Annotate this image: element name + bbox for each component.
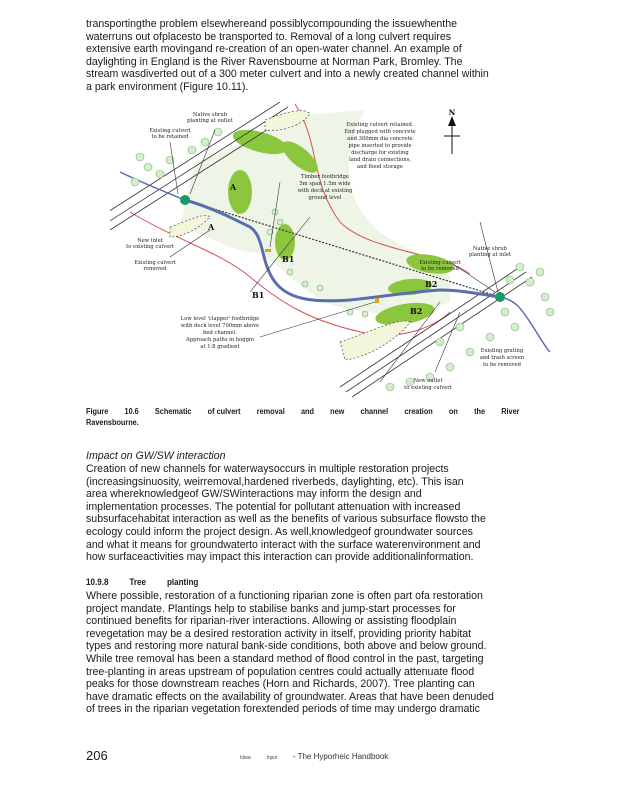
north-label: N [448,108,456,117]
text-line: a park environment (Figure 10.11). [86,80,249,93]
text-line: While tree removal has been a standard method of flood control in the past, targeting [86,652,484,665]
clapper-footbridge-marker [375,298,379,303]
svg-text:and flood storage: and flood storage [357,164,403,170]
svg-text:removed: removed [143,266,167,272]
label-native-shrub-outlet [187,112,234,124]
label-culvert-removed [134,260,176,272]
section-marker-b1: B1 [282,254,295,264]
svg-text:New inlet: New inlet [137,238,163,244]
caption-word: on [448,406,458,416]
text-line: subsurfacehabitat interaction as well as the benefits of various subsurface flowsto the [86,513,486,526]
svg-text:to existing culvert: to existing culvert [126,244,174,250]
page-number: 206 [86,748,108,763]
svg-text:Native shrub: Native shrub [192,112,228,118]
subheading-gwsw: Impact on GW/SW interaction [86,450,226,462]
text-line: stream wasdiverted out of a 300 meter culvert and into a newly created channel within [86,68,489,81]
svg-text:at 1:8 gradient: at 1:8 gradient [200,344,240,350]
tree-planting-paragraph [86,590,536,716]
svg-text:Approach paths in hoggin: Approach paths in hoggin [186,337,254,343]
svg-text:land drain connections,: land drain connections, [349,157,411,163]
book-title: - The Hyporheic Handbook [292,752,389,761]
svg-text:to be removed: to be removed [483,362,521,368]
text-line: Where possible, restoration of a functioning riparian zone is often part ofa restoration [86,590,483,602]
text-line: transportingthe problem elsewhereand possiblycompounding the issuewhenthe [86,18,458,30]
label-culvert-end-plugged [344,122,415,170]
svg-text:and trash screen: and trash screen [479,355,525,361]
text-line: daylighting in England is the River Ravensbourne at Norman Park, Bromley. The [86,55,463,68]
svg-text:Existing culvert: Existing culvert [149,128,191,134]
inlet-culvert-marker [495,292,505,302]
svg-text:New outlet: New outlet [413,378,443,384]
north-arrow-icon [444,108,460,154]
svg-text:with deck level 700mm above: with deck level 700mm above [180,323,260,329]
section-title-word: Tree [129,577,147,588]
caption-word: 10.6 [124,406,139,416]
caption-word: new [330,406,345,416]
text-line: project mandate. Plantings help to stabilise banks and jump-start processes for [86,602,456,615]
shrub-planting-area [340,321,410,360]
svg-text:Existing grating: Existing grating [480,348,524,354]
svg-text:to existing culvert: to existing culvert [404,385,452,391]
svg-text:Native shrub: Native shrub [472,246,508,252]
caption-word: Figure [86,406,109,416]
label-clapper-footbridge [181,316,259,350]
svg-text:to be retained: to be retained [151,134,189,140]
intro-paragraph [86,18,536,94]
section-marker-b2: B2 [425,279,438,289]
text-line: (increasingsinuosity, weirremoval,hardened riverbeds, daylighting, etc). This isan [86,475,464,488]
text-line: extensive earth movingand re-creation of an open-water channel. An example of [86,43,462,56]
caption-word: creation [404,406,433,416]
caption-word: River [501,406,520,416]
text-line: waterruns out ofplacesto be transported to. Removal of a long culvert requires [86,30,452,43]
text-line: revegetation may be a desired restoration activity in itself, providing priority habitat [86,627,472,640]
river-downstream [500,297,550,352]
timber-footbridge-marker [265,249,271,252]
caption-line-2: Ravensbourne. [86,417,139,427]
label-culvert-retained [149,128,191,140]
caption-word: and [300,406,314,416]
footer-tiny-word: Input [266,755,277,761]
footer-tiny-word: Ideas [240,755,251,761]
label-culvert-to-remove [419,260,461,272]
svg-text:Low level 'clapper' footbridge: Low level 'clapper' footbridge [180,316,260,322]
svg-text:Existing culvert: Existing culvert [419,260,461,266]
svg-text:pipe inserted to provide: pipe inserted to provide [348,143,412,149]
svg-text:Existing culvert retained.: Existing culvert retained. [346,122,414,128]
caption-word: of culvert [207,406,241,416]
svg-text:discharge for existing: discharge for existing [351,150,409,156]
section-heading [86,577,217,588]
text-line: continued benefits for riparian-river interactions. Allowing or assisting floodplain [86,615,457,628]
caption-word: Schematic [154,406,192,416]
svg-text:bed channel.: bed channel. [203,330,237,336]
svg-text:to be removed: to be removed [421,266,459,272]
gwsw-paragraph [86,463,536,564]
caption-word: the [474,406,486,416]
text-line: and what it means for groundwaterto interact with the surface waterenvironment and [86,538,481,551]
green-patch [228,170,252,214]
label-native-shrub-inlet [469,246,512,258]
text-line: area whereknowledgeof GW/SWinteractions may inform the design and [86,488,422,501]
text-line: implementation processes. The potential for pollutant attenuation with increased [86,500,461,513]
caption-word: channel [360,406,389,416]
svg-text:Timber footbridge: Timber footbridge [301,174,349,180]
svg-text:5m span 1.5m wide: 5m span 1.5m wide [299,181,351,187]
svg-text:planting at outlet: planting at outlet [187,118,233,124]
svg-text:planting at inlet: planting at inlet [468,252,512,258]
caption-word: removal [256,406,285,416]
section-marker-b1: B1 [252,290,265,300]
section-marker-a: A [230,182,237,192]
svg-text:ground level: ground level [308,195,342,201]
label-new-inlet [126,238,175,250]
text-line: of trees in the riparian vegetation forextended periods of time may undergo dramatic [86,703,480,716]
text-line: peaks for those downstream reaches (Horn and Richards, 2007). Tree planting can [86,678,475,691]
culvert-removal-schematic [110,102,560,402]
text-line: Creation of new channels for waterwaysoccurs in multiple restoration projects [86,463,449,475]
text-line: ecology could inform the project design. As well,knowledgeof groundwater sources [86,525,473,538]
section-marker-b2: B2 [410,306,423,316]
running-footer [240,752,388,761]
section-title-word: planting [166,577,199,588]
text-line: tree-planting in areas upstream of population centres could actually attenuate flood [86,665,475,678]
svg-text:Existing culvert: Existing culvert [134,260,176,266]
svg-text:and 300mm dia concrete: and 300mm dia concrete [347,136,413,142]
label-grating-removed [480,348,525,368]
section-marker-a: A [208,222,215,232]
section-number: 10.9.8 [86,577,109,588]
text-line: how surfaceactivities may impact this interaction can provide additionalinformation. [86,551,474,564]
text-line: have dramatic effects on the availability of groundwater. Areas that have been denuded [86,690,494,703]
svg-text:with deck at existing: with deck at existing [297,188,353,194]
outlet-culvert-marker [180,195,190,205]
text-line: types and restoring more natural bank-side conditions, both above and below ground. [86,640,487,653]
svg-text:End plugged with concrete: End plugged with concrete [344,129,416,135]
figure-caption [86,406,520,428]
